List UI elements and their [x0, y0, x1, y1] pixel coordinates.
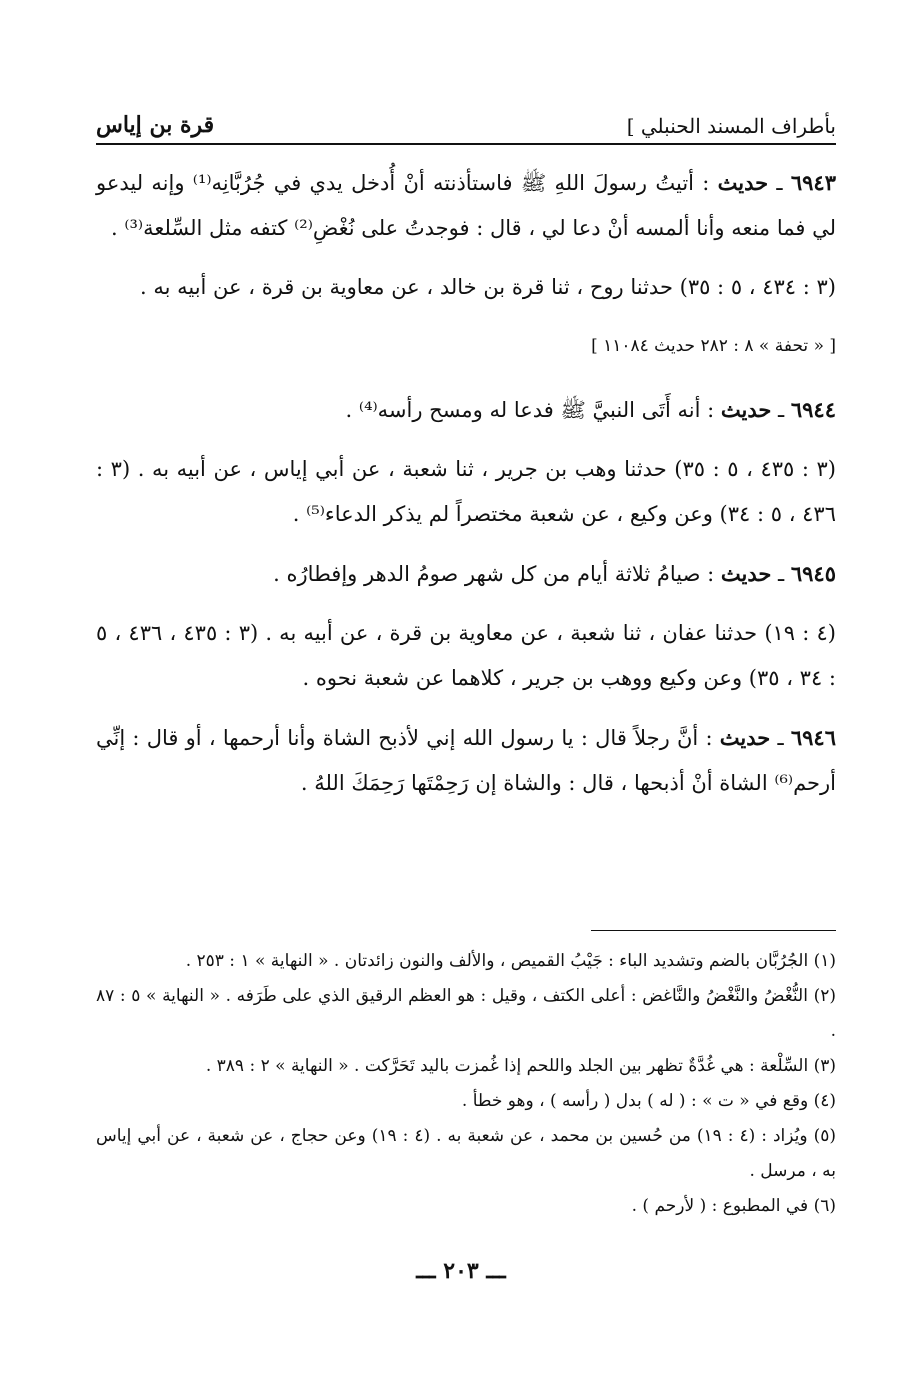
hadith-number: ٦٩٤٤ [790, 397, 836, 422]
hadith-number: ٦٩٤٣ [790, 170, 836, 195]
footnote-5: (٥) ويُزاد : (٤ : ١٩) من حُسين بن محمد ، عن شعبة به . (٤ : ١٩) وعن حجاج ، عن شعبة ، عن أبي إياس به ، مرسل . [96, 1126, 836, 1181]
footnotes [96, 944, 836, 1224]
hadith-text: : أتيتُ رسولَ اللهِ ﷺ فاستأذنته أنْ أُدخل يدي في جُرُبَّانِه⁽¹⁾ وإنه ليدعو لي فما منعه وأنا ألمسه أنْ دعا لي ، قال : فوجدتُ على نُغْضِ⁽²⁾ كتفه مثل السِّلعة⁽³⁾ . [96, 171, 836, 240]
book-title: بأطراف المسند الحنبلي ] [626, 114, 836, 138]
hadith-text: : أنَّ رجلاً قال : يا رسول الله إني لأذبح الشاة وأنا أرحمها ، أو قال : إنِّي أرحم⁽⁶⁾ الشاة أنْ أذبحها ، قال : والشاة إن رَحِمْتَها رَحِمَكَ اللهُ . [96, 726, 836, 795]
footnote-divider [591, 930, 836, 931]
footnote-2: (٢) النُّغْضُ والنَّغْضُ والنَّاغض : أعلى الكتف ، وقيل : هو العظم الرقيق الذي على طَرَفه . « النهاية » ٥ : ٨٧ . [96, 986, 836, 1041]
footnote-6: (٦) في المطبوع : ( لأرحم ) . [631, 1196, 836, 1216]
page-number: ـــ ٢٠٣ ـــ [416, 1258, 506, 1284]
footnote-1: (١) الجُرُبَّان بالضم وتشديد الباء : جَيْبُ القميص ، والألف والنون زائدتان . « النهاية » ١ : ٢٥٣ . [185, 951, 836, 971]
hadith-6943: ٦٩٤٣ ـ حديث : أتيتُ رسولَ اللهِ ﷺ فاستأذنته أنْ أُدخل يدي في جُرُبَّانِه⁽¹⁾ وإنه ليدعو لي فما منعه وأنا ألمسه أنْ دعا لي ، قال : فوجدتُ على نُغْضِ⁽²⁾ كتفه مثل السِّلعة⁽³⁾ . [96, 170, 836, 240]
running-header [96, 104, 836, 138]
section-title: قرة بن إياس [96, 112, 215, 138]
footnote-4: (٤) وقع في « ت » : ( له ) بدل ( رأسه ) ، وهو خطأ . [461, 1091, 836, 1111]
hadith-6946: ٦٩٤٦ ـ حديث : أنَّ رجلاً قال : يا رسول الله إني لأذبح الشاة وأنا أرحمها ، أو قال : إنِّي أرحم⁽⁶⁾ الشاة أنْ أذبحها ، قال : والشاة إن رَحِمْتَها رَحِمَكَ اللهُ . [96, 725, 836, 795]
hadith-number: ٦٩٤٥ [790, 561, 836, 586]
tuhfa-reference: [ « تحفة » ٨ : ٢٨٢ حديث ١١٠٨٤ ] [591, 336, 836, 356]
hadith-text: : أنه أَتَى النبيَّ ﷺ فدعا له ومسح رأسه⁽⁴⁾ . [345, 398, 715, 422]
hadith-label: حديث [717, 170, 769, 195]
hadith-label: حديث [720, 397, 772, 422]
hadith-6944: ٦٩٤٤ ـ حديث : أنه أَتَى النبيَّ ﷺ فدعا له ومسح رأسه⁽⁴⁾ . [345, 397, 836, 422]
hadith-text: : صيامُ ثلاثة أيام من كل شهر صومُ الدهر وإفطارُه . [273, 562, 715, 586]
main-text [96, 160, 836, 820]
hadith-label: حديث [720, 561, 772, 586]
footnote-3: (٣) السِّلْعة : هي غُدَّةٌ تظهر بين الجلد واللحم إذا غُمزت باليد تَحَرَّكت . « النهاية » ٢ : ٣٨٩ . [205, 1056, 836, 1076]
header-divider [96, 143, 836, 145]
hadith-source: (٣ : ٤٣٥ ، ٥ : ٣٥) حدثنا وهب بن جرير ، ثنا شعبة ، عن أبي إياس ، عن أبيه به . (٣ : ٤٣٦ ، ٥ : ٣٤) وعن وكيع ، عن شعبة مختصراً لم يذكر الدعاء⁽⁵⁾ . [96, 457, 836, 526]
hadith-source: (٣ : ٤٣٤ ، ٥ : ٣٥) حدثنا روح ، ثنا قرة بن خالد ، عن معاوية بن قرة ، عن أبيه به . [139, 275, 836, 299]
hadith-number: ٦٩٤٦ [790, 725, 836, 750]
hadith-6945: ٦٩٤٥ ـ حديث : صيامُ ثلاثة أيام من كل شهر صومُ الدهر وإفطارُه . [273, 561, 836, 586]
hadith-label: حديث [719, 725, 771, 750]
hadith-source: (٤ : ١٩) حدثنا عفان ، ثنا شعبة ، عن معاوية بن قرة ، عن أبيه به . (٣ : ٤٣٥ ، ٤٣٦ ، ٥ : ٣٤ ، ٣٥) وعن وكيع ووهب بن جرير ، كلاهما عن شعبة نحوه . [96, 621, 836, 690]
